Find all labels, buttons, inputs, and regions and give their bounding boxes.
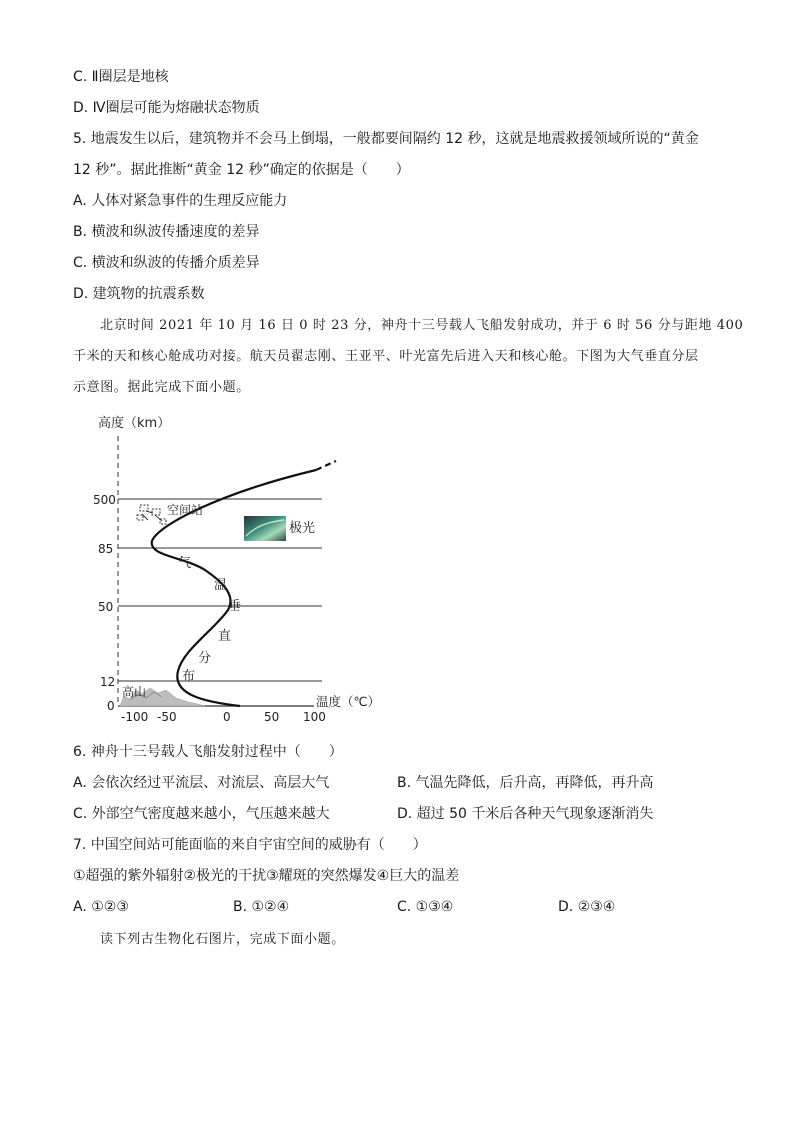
q7-option-d: D. ②③④ [558,899,616,915]
x-tick-100: 100 [303,710,326,724]
y-tick-50: 50 [98,600,114,614]
q7-stem: 7. 中国空间站可能面临的来自宇宙空间的威胁有（ ） [73,837,427,853]
aurora-label: 极光 [289,521,316,536]
q5-option-b: B. 横波和纵波传播速度的差异 [73,224,260,240]
space-station-icon [137,505,166,524]
curve-char-4: 直 [218,629,232,644]
passage-line1: 北京时间 2021 年 10 月 16 日 0 时 23 分，神舟十三号载人飞船发射成功，并于 6 时 56 分与距地 400 [100,318,744,333]
y-tick-0: 0 [107,699,115,713]
x-tick-0: 0 [223,710,231,724]
y-axis-label: 高度（km） [98,416,171,431]
q6-option-b: B. 气温先降低，后升高，再降低，再升高 [397,775,654,791]
atmosphere-diagram [0,405,400,730]
curve-char-5: 分 [198,651,212,666]
q6-option-d: D. 超过 50 千米后各种天气现象逐渐消失 [397,806,654,822]
q7-option-b: B. ①②④ [233,899,290,915]
curve-char-6: 布 [182,669,196,684]
q5-option-d: D. 建筑物的抗震系数 [73,286,205,302]
q6-option-a: A. 会依次经过平流层、对流层、高层大气 [73,775,330,791]
y-tick-12: 12 [100,675,116,689]
q5-option-a: A. 人体对紧急事件的生理反应能力 [73,193,288,209]
y-tick-85: 85 [98,542,114,556]
q4-option-c: C. Ⅱ圈层是地核 [73,69,169,85]
x-tick-minus50: -50 [157,710,177,724]
aurora-image [244,516,286,541]
curve-char-1: 气 [178,556,192,571]
next-passage: 读下列古生物化石图片，完成下面小题。 [100,932,345,947]
y-tick-500: 500 [93,493,116,507]
x-tick-minus100: -100 [121,710,149,724]
temperature-curve-dashed [316,461,336,470]
mountain-label: 高山 [122,685,147,699]
curve-char-2: 温 [214,578,228,593]
q7-option-c: C. ①③④ [397,899,454,915]
x-axis-label: 温度（℃） [316,694,381,709]
curve-char-3: 垂 [228,599,242,614]
passage-line2: 千米的天和核心舱成功对接。航天员翟志刚、王亚平、叶光富先后进入天和核心舱。下图为大气垂直分层 [73,349,699,364]
passage-line3: 示意图。据此完成下面小题。 [73,380,250,395]
q5-stem-line2: 12 秒”。据此推断“黄金 12 秒”确定的依据是（ ） [73,162,410,178]
q7-option-a: A. ①②③ [73,899,129,915]
q6-stem: 6. 神舟十三号载人飞船发射过程中（ ） [73,744,343,760]
q7-items: ①超强的紫外辐射②极光的干扰③耀斑的突然爆发④巨大的温差 [73,868,460,884]
q6-option-c: C. 外部空气密度越来越小，气压越来越大 [73,806,330,822]
q5-stem-line1: 5. 地震发生以后，建筑物并不会马上倒塌，一般都要间隔约 12 秒，这就是地震救援领域所说的“黄金 [73,131,699,147]
x-tick-50: 50 [264,710,280,724]
q4-option-d: D. Ⅳ圈层可能为熔融状态物质 [73,100,260,116]
space-station-label: 空间站 [167,503,204,517]
q5-option-c: C. 横波和纵波的传播介质差异 [73,255,260,271]
